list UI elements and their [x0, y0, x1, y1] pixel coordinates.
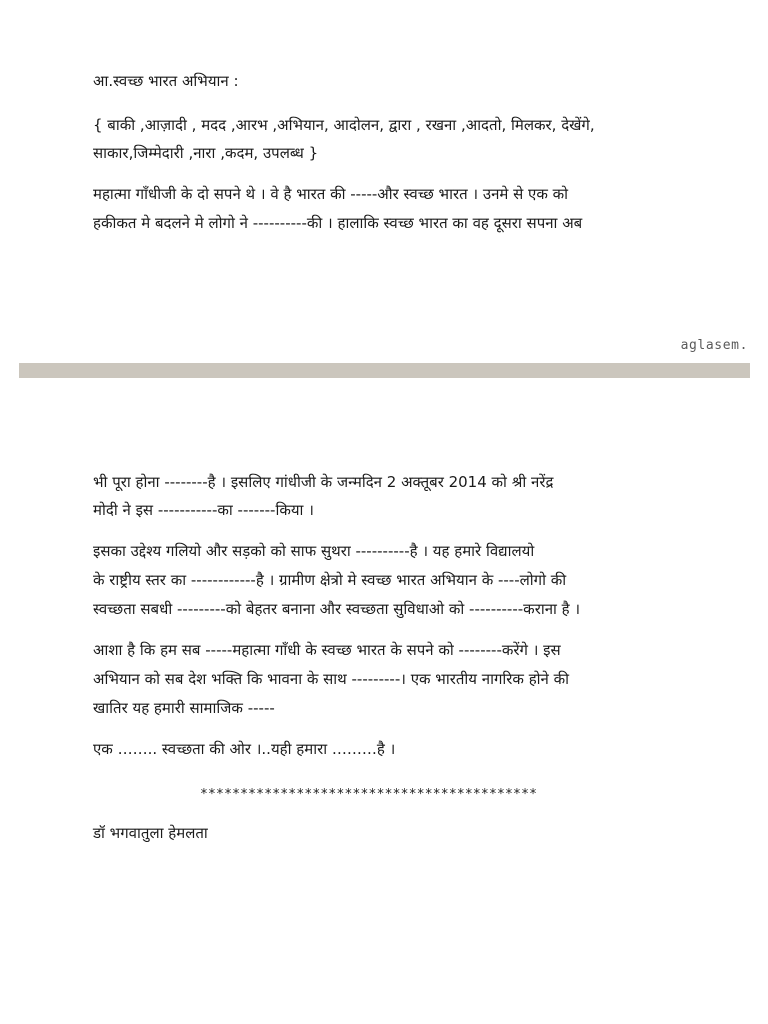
paragraph-line: आशा है कि हम सब -----महात्मा गाँधी के स्वच्छ भारत के सपने को --------करेंगे । इस [93, 641, 561, 659]
asterisk-separator: ****************************************** [200, 787, 538, 802]
paragraph-line: अभियान को सब देश भक्ति कि भावना के साथ ---------। एक भारतीय नागरिक होने की [93, 670, 570, 688]
section-heading: आ.स्वच्छ भारत अभियान : [93, 72, 239, 90]
paragraph-line: महात्मा गाँधीजी के दो सपने थे । वे है भारत की -----और स्वच्छ भारत । उनमे से एक को [93, 185, 569, 203]
paragraph-line: स्वच्छता सबधी ---------को बेहतर बनाना और स्वच्छता सुविधाओ को ----------कराना है । [93, 600, 581, 618]
paragraph-line: के राष्ट्रीय स्तर का ------------है । ग्रामीण क्षेत्रो मे स्वच्छ भारत अभियान के ----लोगो की [93, 571, 567, 589]
author-name: डॉ भगवातुला हेमलता [93, 824, 208, 842]
watermark: aglasem. [680, 338, 748, 353]
paragraph-line: भी पूरा होना --------है । इसलिए गांधीजी के जन्मदिन 2 अक्तूबर 2014 को श्री नरेंद्र [93, 473, 554, 491]
paragraph-line: इसका उद्देश्य गलियो और सड़को को साफ सुथरा ----------है । यह हमारे विद्यालयो [93, 542, 535, 560]
slogan-line: एक …….. स्वच्छता की ओर ।..यही हमारा ………है । [93, 740, 396, 758]
paragraph-line: खातिर यह हमारी सामाजिक ----- [93, 699, 275, 717]
page-break [19, 363, 750, 378]
paragraph-line: हकीकत मे बदलने मे लोगो ने ----------की । हालाकि स्वच्छ भारत का वह दूसरा सपना अब [93, 214, 583, 232]
word-bank-line: { बाकी ,आज़ादी , मदद ,आरभ ,अभियान, आदोलन, द्वारा , रखना ,आदतो, मिलकर, देखेंगे, [93, 116, 595, 134]
paragraph-line: मोदी ने इस -----------का -------किया । [93, 501, 314, 519]
word-bank-line: साकार,जिम्मेदारी ,नारा ,कदम, उपलब्ध } [93, 144, 319, 162]
